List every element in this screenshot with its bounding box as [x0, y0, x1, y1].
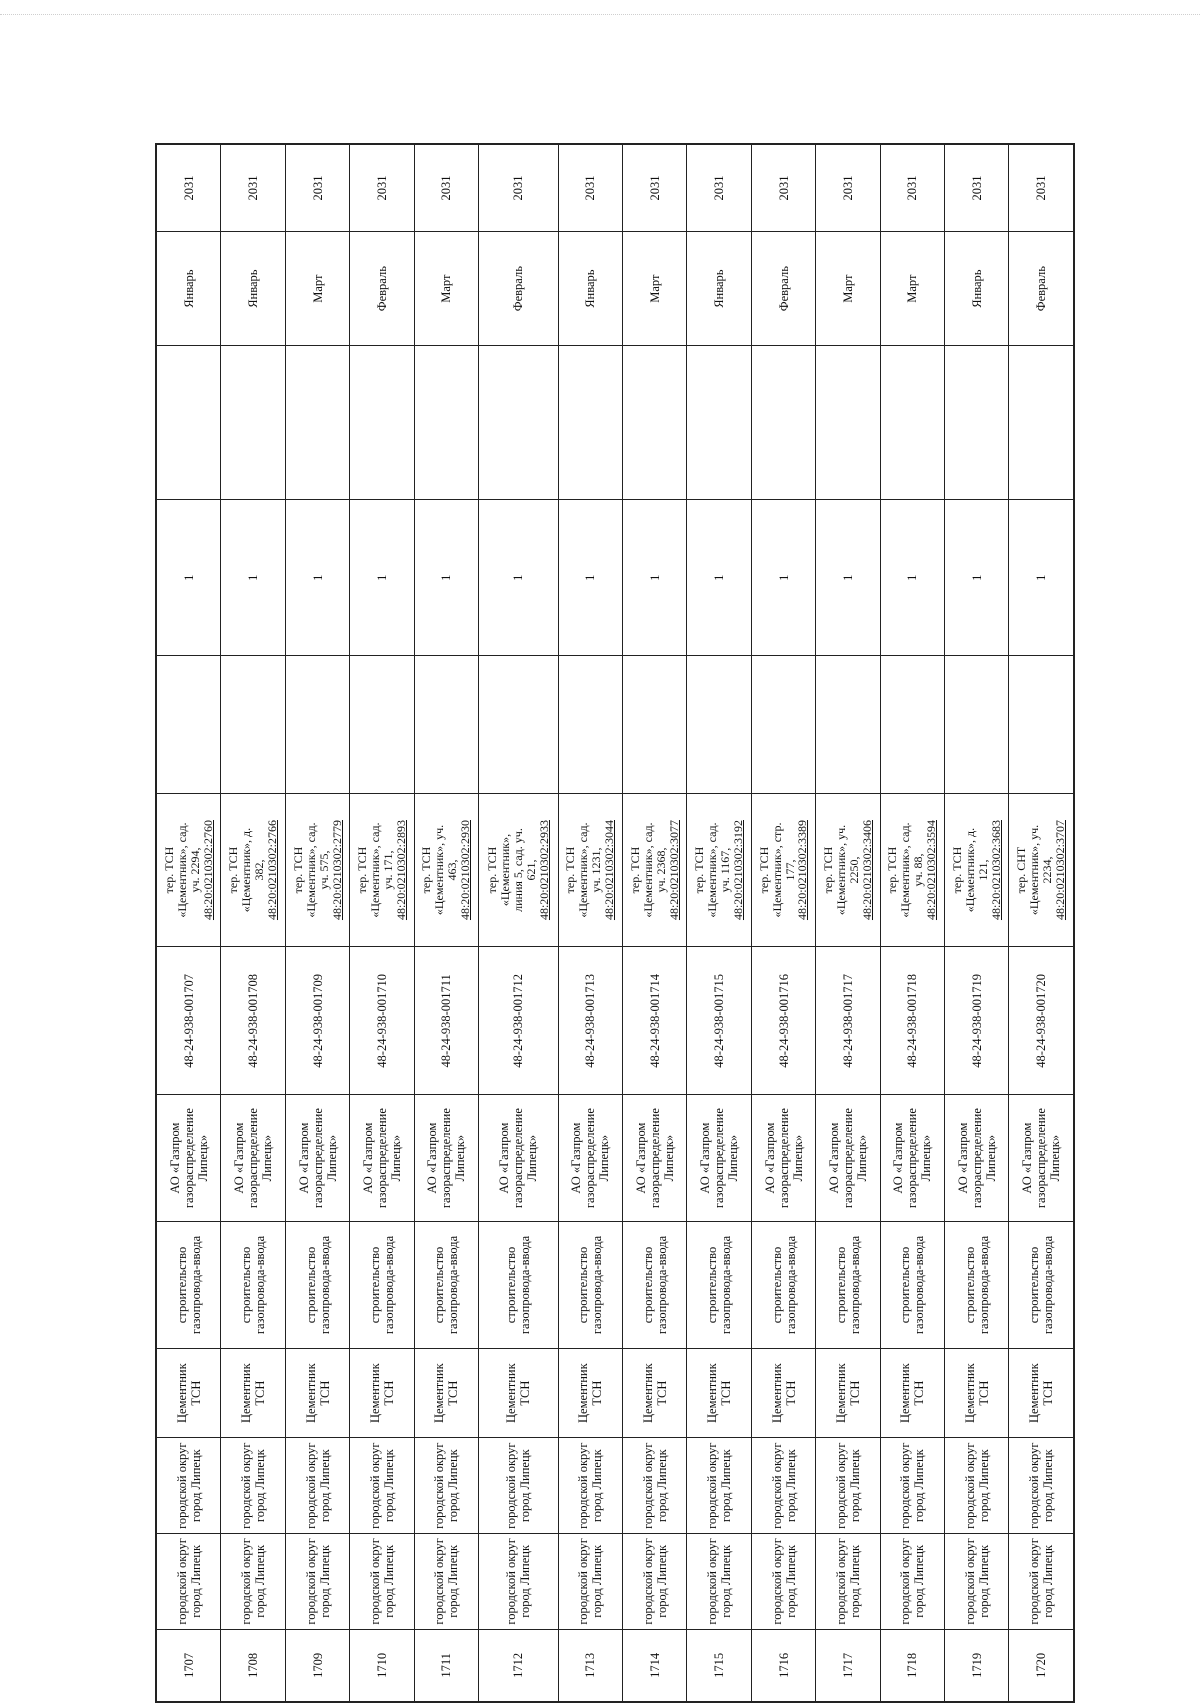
address-line: «Цементник», сад. — [898, 822, 913, 918]
month-cell: Январь — [558, 231, 622, 345]
table-row — [350, 144, 414, 1702]
table-row — [558, 144, 622, 1702]
table-row — [751, 144, 815, 1702]
settlement-cell: городской округ город Липецк — [414, 1438, 478, 1534]
month-cell: Февраль — [1009, 231, 1074, 345]
address-line: «Цементник», уч. — [432, 824, 447, 916]
object-code-cell: 48-24-938-001712 — [479, 947, 559, 1095]
object-code-cell: 48-24-938-001718 — [880, 947, 944, 1095]
work-type-cell: строительство газопровода-ввода — [816, 1222, 880, 1349]
address-line: 48:20:0210302:3594 — [924, 820, 939, 921]
empty-cell — [751, 656, 815, 793]
year-cell: 2031 — [558, 144, 622, 231]
quantity-cell: 1 — [751, 500, 815, 656]
settlement-cell: городской округ город Липецк — [945, 1438, 1009, 1534]
object-code-cell: 48-24-938-001717 — [816, 947, 880, 1095]
address-cell — [751, 793, 815, 947]
table-row — [687, 144, 751, 1702]
empty-cell — [623, 346, 687, 500]
object-code-cell: 48-24-938-001710 — [350, 947, 414, 1095]
street-cell: Цементник ТСН — [945, 1348, 1009, 1437]
address-cell — [1009, 793, 1074, 947]
quantity-cell: 1 — [945, 500, 1009, 656]
year-cell: 2031 — [285, 144, 349, 231]
street-cell: Цементник ТСН — [623, 1348, 687, 1437]
table-row — [623, 144, 687, 1702]
address-cell — [816, 793, 880, 947]
address-line: тер. ТСН — [226, 846, 241, 894]
municipality-cell: городской округ город Липецк — [880, 1534, 944, 1630]
municipality-cell: городской округ город Липецк — [156, 1534, 221, 1630]
organization-cell: АО «Газпром газораспределение Липецк» — [1009, 1095, 1074, 1222]
quantity-cell: 1 — [156, 500, 221, 656]
municipality-cell: городской округ город Липецк — [1009, 1534, 1074, 1630]
year-cell: 2031 — [687, 144, 751, 231]
address-line: 463, — [445, 859, 460, 881]
work-type-cell: строительство газопровода-ввода — [156, 1222, 221, 1349]
empty-cell — [880, 346, 944, 500]
year-cell: 2031 — [414, 144, 478, 231]
address-line: 48:20:0210302:3077 — [666, 820, 681, 921]
address-line: 48:20:0210302:3683 — [988, 820, 1003, 921]
empty-cell — [751, 346, 815, 500]
gasification-schedule-table — [155, 143, 1075, 1703]
street-cell: Цементник ТСН — [880, 1348, 944, 1437]
settlement-cell: городской округ город Липецк — [1009, 1438, 1074, 1534]
work-type-cell: строительство газопровода-ввода — [1009, 1222, 1074, 1349]
empty-cell — [558, 656, 622, 793]
address-line: «Цементник», сад. — [705, 822, 720, 918]
quantity-cell: 1 — [350, 500, 414, 656]
organization-cell: АО «Газпром газораспределение Липецк» — [816, 1095, 880, 1222]
street-cell: Цементник ТСН — [751, 1348, 815, 1437]
empty-cell — [156, 656, 221, 793]
organization-cell: АО «Газпром газораспределение Липецк» — [285, 1095, 349, 1222]
address-line: 2250, — [846, 856, 861, 884]
address-line: 121, — [975, 859, 990, 881]
address-cell — [945, 793, 1009, 947]
row-number: 1708 — [221, 1629, 285, 1702]
quantity-cell: 1 — [221, 500, 285, 656]
settlement-cell: городской округ город Липецк — [221, 1438, 285, 1534]
month-cell: Январь — [156, 231, 221, 345]
address-line: 48:20:0210302:3406 — [859, 820, 874, 921]
address-line: 48:20:0210302:3044 — [602, 820, 617, 921]
settlement-cell: городской округ город Липецк — [285, 1438, 349, 1534]
empty-cell — [816, 656, 880, 793]
month-cell: Март — [623, 231, 687, 345]
row-number: 1715 — [687, 1629, 751, 1702]
municipality-cell: городской округ город Липецк — [558, 1534, 622, 1630]
work-type-cell: строительство газопровода-ввода — [558, 1222, 622, 1349]
address-line: тер. ТСН — [821, 846, 835, 894]
address-line: тер. ТСН — [484, 846, 499, 894]
settlement-cell: городской округ город Липецк — [880, 1438, 944, 1534]
settlement-cell: городской округ город Липецк — [558, 1438, 622, 1534]
address-line: тер. ТСН — [885, 846, 900, 894]
year-cell: 2031 — [816, 144, 880, 231]
month-cell: Январь — [945, 231, 1009, 345]
object-code-cell: 48-24-938-001714 — [623, 947, 687, 1095]
row-number: 1719 — [945, 1629, 1009, 1702]
street-cell: Цементник ТСН — [687, 1348, 751, 1437]
work-type-cell: строительство газопровода-ввода — [350, 1222, 414, 1349]
row-number: 1714 — [623, 1629, 687, 1702]
empty-cell — [945, 656, 1009, 793]
address-line: тер. ТСН — [563, 846, 578, 894]
address-line: тер. ТСН — [355, 846, 370, 894]
address-line: «Цементник», — [497, 833, 512, 907]
address-line: линия 5, сад. уч. — [510, 828, 525, 912]
address-cell — [414, 793, 478, 947]
settlement-cell: городской округ город Липецк — [751, 1438, 815, 1534]
month-cell: Январь — [687, 231, 751, 345]
municipality-cell: городской округ город Липецк — [285, 1534, 349, 1630]
municipality-cell: городской округ город Липецк — [687, 1534, 751, 1630]
row-number: 1720 — [1009, 1629, 1074, 1702]
address-line: уч. 171, — [380, 850, 395, 890]
year-cell: 2031 — [156, 144, 221, 231]
work-type-cell: строительство газопровода-ввода — [880, 1222, 944, 1349]
address-line: уч. 575, — [316, 850, 331, 890]
empty-cell — [479, 656, 559, 793]
year-cell: 2031 — [945, 144, 1009, 231]
address-line: 48:20:0210302:2766 — [265, 820, 280, 921]
street-cell: Цементник ТСН — [156, 1348, 221, 1437]
address-cell — [285, 793, 349, 947]
row-number: 1718 — [880, 1629, 944, 1702]
address-line: уч. 2368, — [653, 847, 668, 893]
empty-cell — [221, 656, 285, 793]
street-cell: Цементник ТСН — [558, 1348, 622, 1437]
address-line: тер. ТСН — [419, 846, 434, 894]
organization-cell: АО «Газпром газораспределение Липецк» — [623, 1095, 687, 1222]
table-row — [945, 144, 1009, 1702]
table-row — [1009, 144, 1074, 1702]
street-cell: Цементник ТСН — [285, 1348, 349, 1437]
address-cell — [479, 793, 559, 947]
address-line: 48:20:0210302:3707 — [1053, 820, 1068, 921]
row-number: 1710 — [350, 1629, 414, 1702]
settlement-cell: городской округ город Липецк — [479, 1438, 559, 1534]
address-line: «Цементник», сад. — [303, 822, 318, 918]
year-cell: 2031 — [623, 144, 687, 231]
empty-cell — [880, 656, 944, 793]
empty-cell — [623, 656, 687, 793]
work-type-cell: строительство газопровода-ввода — [751, 1222, 815, 1349]
object-code-cell: 48-24-938-001707 — [156, 947, 221, 1095]
object-code-cell: 48-24-938-001708 — [221, 947, 285, 1095]
month-cell: Февраль — [751, 231, 815, 345]
work-type-cell: строительство газопровода-ввода — [414, 1222, 478, 1349]
settlement-cell: городской округ город Липецк — [816, 1438, 880, 1534]
street-cell: Цементник ТСН — [350, 1348, 414, 1437]
address-line: «Цементник», уч. — [1027, 824, 1042, 916]
empty-cell — [687, 656, 751, 793]
address-cell — [880, 793, 944, 947]
address-cell — [350, 793, 414, 947]
municipality-cell: городской округ город Липецк — [623, 1534, 687, 1630]
table-row — [479, 144, 559, 1702]
row-number: 1712 — [479, 1629, 559, 1702]
street-cell: Цементник ТСН — [479, 1348, 559, 1437]
address-line: «Цементник», сад. — [576, 822, 591, 918]
address-line: 177, — [782, 859, 797, 881]
work-type-cell: строительство газопровода-ввода — [285, 1222, 349, 1349]
month-cell: Март — [414, 231, 478, 345]
address-cell — [623, 793, 687, 947]
year-cell: 2031 — [221, 144, 285, 231]
street-cell: Цементник ТСН — [221, 1348, 285, 1437]
empty-cell — [1009, 656, 1074, 793]
street-cell: Цементник ТСН — [816, 1348, 880, 1437]
empty-cell — [1009, 346, 1074, 500]
row-number: 1713 — [558, 1629, 622, 1702]
municipality-cell: городской округ город Липецк — [350, 1534, 414, 1630]
year-cell: 2031 — [479, 144, 559, 231]
organization-cell: АО «Газпром газораспределение Липецк» — [945, 1095, 1009, 1222]
quantity-cell: 1 — [1009, 500, 1074, 656]
municipality-cell: городской округ город Липецк — [414, 1534, 478, 1630]
empty-cell — [687, 346, 751, 500]
work-type-cell: строительство газопровода-ввода — [221, 1222, 285, 1349]
settlement-cell: городской округ город Липецк — [156, 1438, 221, 1534]
empty-cell — [558, 346, 622, 500]
table-row — [414, 144, 478, 1702]
address-line: 48:20:0210302:2779 — [329, 820, 344, 921]
address-cell — [558, 793, 622, 947]
address-cell — [221, 793, 285, 947]
address-line: «Цементник», сад. — [174, 822, 189, 918]
address-line: 48:20:0210302:2893 — [393, 820, 408, 921]
settlement-cell: городской округ город Липецк — [687, 1438, 751, 1534]
quantity-cell: 1 — [414, 500, 478, 656]
empty-cell — [350, 656, 414, 793]
month-cell: Январь — [221, 231, 285, 345]
document-page — [155, 143, 1075, 1703]
object-code-cell: 48-24-938-001719 — [945, 947, 1009, 1095]
address-line: тер. ТСН — [627, 846, 642, 894]
address-line: тер. ТСН — [949, 846, 964, 894]
table-row — [816, 144, 880, 1702]
quantity-cell: 1 — [880, 500, 944, 656]
empty-cell — [414, 656, 478, 793]
empty-cell — [816, 346, 880, 500]
object-code-cell: 48-24-938-001709 — [285, 947, 349, 1095]
municipality-cell: городской округ город Липецк — [221, 1534, 285, 1630]
empty-cell — [285, 346, 349, 500]
organization-cell: АО «Газпром газораспределение Липецк» — [687, 1095, 751, 1222]
table-row — [221, 144, 285, 1702]
settlement-cell: городской округ город Липецк — [623, 1438, 687, 1534]
organization-cell: АО «Газпром газораспределение Липецк» — [414, 1095, 478, 1222]
quantity-cell: 1 — [623, 500, 687, 656]
object-code-cell: 48-24-938-001720 — [1009, 947, 1074, 1095]
address-line: 48:20:0210302:2933 — [536, 820, 551, 921]
row-number: 1711 — [414, 1629, 478, 1702]
address-line: 48:20:0210302:3389 — [795, 820, 810, 921]
empty-cell — [945, 346, 1009, 500]
address-line: 2234, — [1040, 856, 1055, 884]
municipality-cell: городской округ город Липецк — [816, 1534, 880, 1630]
address-cell — [687, 793, 751, 947]
quantity-cell: 1 — [687, 500, 751, 656]
year-cell: 2031 — [751, 144, 815, 231]
address-line: «Цементник», уч. — [833, 824, 848, 916]
quantity-cell: 1 — [285, 500, 349, 656]
organization-cell: АО «Газпром газораспределение Липецк» — [558, 1095, 622, 1222]
empty-cell — [221, 346, 285, 500]
object-code-cell: 48-24-938-001713 — [558, 947, 622, 1095]
quantity-cell: 1 — [816, 500, 880, 656]
municipality-cell: городской округ город Липецк — [751, 1534, 815, 1630]
month-cell: Февраль — [479, 231, 559, 345]
address-line: «Цементник», сад. — [368, 822, 382, 918]
address-line: 48:20:0210302:2760 — [200, 820, 215, 921]
address-line: «Цементник», д. — [239, 827, 254, 913]
address-line: тер. СНТ — [1014, 846, 1029, 894]
address-line: тер. ТСН — [290, 846, 305, 894]
organization-cell: АО «Газпром газораспределение Липецк» — [751, 1095, 815, 1222]
month-cell: Март — [816, 231, 880, 345]
address-line: «Цементник», д. — [962, 827, 977, 913]
address-line: уч. 1231, — [589, 847, 604, 893]
address-line: 48:20:0210302:2930 — [458, 820, 473, 921]
address-line: тер. ТСН — [692, 846, 707, 894]
address-line: тер. ТСН — [756, 846, 771, 894]
object-code-cell: 48-24-938-001711 — [414, 947, 478, 1095]
year-cell: 2031 — [880, 144, 944, 231]
address-line: 48:20:0210302:3192 — [731, 820, 746, 921]
work-type-cell: строительство газопровода-ввода — [479, 1222, 559, 1349]
address-line: уч. 1167, — [718, 847, 733, 893]
empty-cell — [350, 346, 414, 500]
row-number: 1709 — [285, 1629, 349, 1702]
address-line: 382, — [252, 859, 267, 881]
work-type-cell: строительство газопровода-ввода — [687, 1222, 751, 1349]
work-type-cell: строительство газопровода-ввода — [945, 1222, 1009, 1349]
table-row — [285, 144, 349, 1702]
address-line: «Цементник», стр. — [769, 822, 784, 918]
address-line: уч. 2294, — [187, 847, 202, 893]
quantity-cell: 1 — [558, 500, 622, 656]
address-cell — [156, 793, 221, 947]
row-number: 1716 — [751, 1629, 815, 1702]
row-number: 1717 — [816, 1629, 880, 1702]
street-cell: Цементник ТСН — [1009, 1348, 1074, 1437]
address-line: тер. ТСН — [161, 846, 176, 894]
empty-cell — [479, 346, 559, 500]
object-code-cell: 48-24-938-001715 — [687, 947, 751, 1095]
work-type-cell: строительство газопровода-ввода — [623, 1222, 687, 1349]
empty-cell — [285, 656, 349, 793]
organization-cell: АО «Газпром газораспределение Липецк» — [880, 1095, 944, 1222]
municipality-cell: городской округ город Липецк — [945, 1534, 1009, 1630]
month-cell: Март — [880, 231, 944, 345]
row-number: 1707 — [156, 1629, 221, 1702]
quantity-cell: 1 — [479, 500, 559, 656]
organization-cell: АО «Газпром газораспределение Липецк» — [221, 1095, 285, 1222]
organization-cell: АО «Газпром газораспределение Липецк» — [350, 1095, 414, 1222]
rotated-table-wrapper — [155, 143, 1075, 1703]
address-line: 621, — [523, 859, 538, 881]
empty-cell — [414, 346, 478, 500]
month-cell: Февраль — [350, 231, 414, 345]
object-code-cell: 48-24-938-001716 — [751, 947, 815, 1095]
settlement-cell: городской округ город Липецк — [350, 1438, 414, 1534]
address-line: «Цементник», сад. — [640, 822, 655, 918]
municipality-cell: городской округ город Липецк — [479, 1534, 559, 1630]
table-row — [880, 144, 944, 1702]
table-row — [156, 144, 221, 1702]
month-cell: Март — [285, 231, 349, 345]
organization-cell: АО «Газпром газораспределение Липецк» — [156, 1095, 221, 1222]
street-cell: Цементник ТСН — [414, 1348, 478, 1437]
year-cell: 2031 — [1009, 144, 1074, 231]
year-cell: 2031 — [350, 144, 414, 231]
address-line: уч. 88, — [911, 853, 926, 887]
organization-cell: АО «Газпром газораспределение Липецк» — [479, 1095, 559, 1222]
page-top-border — [0, 14, 1200, 15]
empty-cell — [156, 346, 221, 500]
